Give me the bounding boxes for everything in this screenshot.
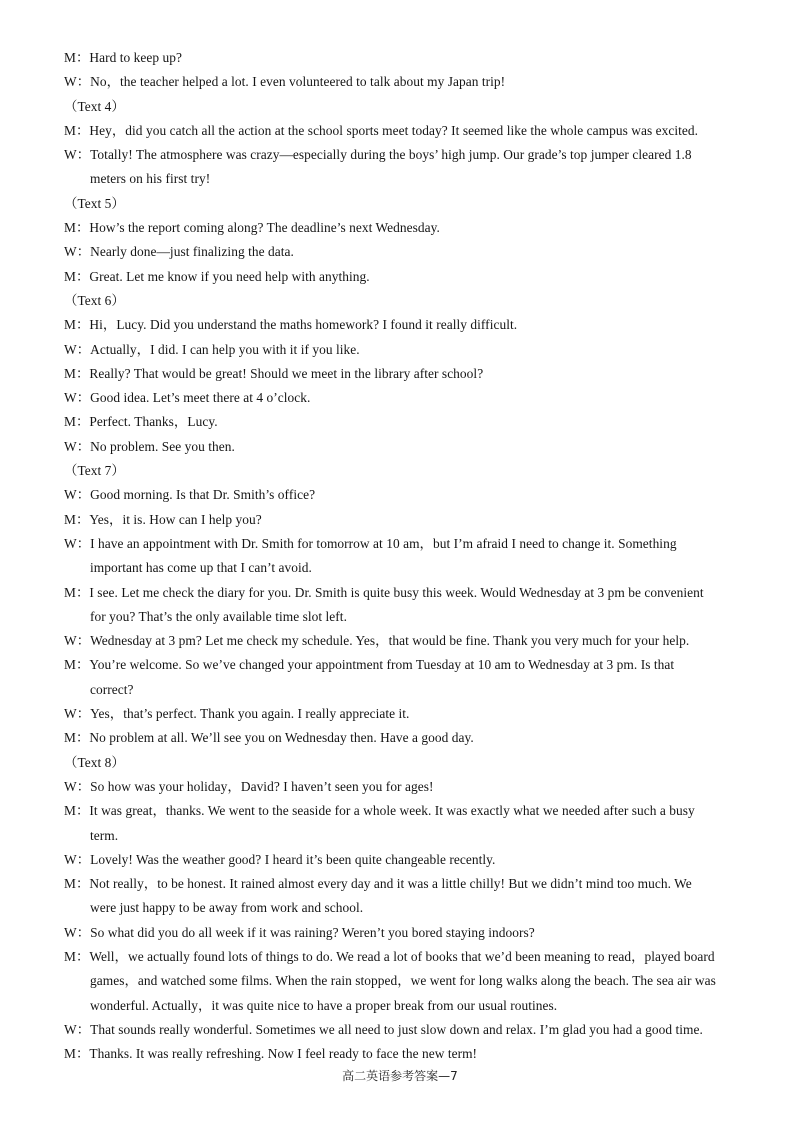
dialogue-line: M：Yes，it is. How can I help you? bbox=[64, 511, 262, 527]
dialogue-line: M：Hi，Lucy. Did you understand the maths homework? I found it really difficult. bbox=[64, 317, 518, 333]
dialogue-line: M：No problem at all. We’ll see you on Wednesday then. Have a good day. bbox=[64, 730, 474, 746]
dialogue-line: W：Totally! The atmosphere was crazy—especially during the boys’ high jump. Our grade’s top jumper cleared 1.8 bbox=[64, 147, 692, 163]
dialogue-line: W：So what did you do all week if it was raining? Weren’t you bored staying indoors? bbox=[64, 924, 535, 940]
dialogue-line: W：No problem. See you then. bbox=[64, 438, 235, 454]
dialogue-line-continuation: for you? That’s the only available time slot left. bbox=[90, 608, 347, 624]
dialogue-line: M：You’re welcome. So we’ve changed your appointment from Tuesday at 10 am to Wednesday at 3 pm. Is that bbox=[64, 657, 675, 673]
dialogue-line: M：Well，we actually found lots of things to do. We read a lot of books that we’d been meaning to read，played board bbox=[64, 948, 715, 964]
dialogue-line: W：Good idea. Let’s meet there at 4 o’clock. bbox=[64, 390, 311, 406]
dialogue-line: M：Thanks. It was really refreshing. Now I feel ready to face the new term! bbox=[64, 1046, 478, 1062]
section-heading: （Text 6） bbox=[64, 292, 125, 308]
dialogue-line-continuation: were just happy to be away from work and school. bbox=[90, 900, 364, 916]
section-heading: （Text 8） bbox=[64, 754, 125, 770]
dialogue-line: W：Wednesday at 3 pm? Let me check my schedule. Yes，that would be fine. Thank you very much for your help. bbox=[64, 633, 690, 649]
dialogue-line: M：It was great，thanks. We went to the seaside for a whole week. It was exactly what we needed after such a busy bbox=[64, 803, 695, 819]
dialogue-line: M：Great. Let me know if you need help with anything. bbox=[64, 268, 370, 284]
dialogue-line-continuation: term. bbox=[90, 827, 119, 843]
section-heading: （Text 4） bbox=[64, 98, 125, 114]
dialogue-line: W：Actually，I did. I can help you with it if you like. bbox=[64, 341, 360, 357]
dialogue-line: W：That sounds really wonderful. Sometimes we all need to just slow down and relax. I’m glad you had a good time. bbox=[64, 1021, 703, 1037]
dialogue-line: W：Nearly done—just finalizing the data. bbox=[64, 244, 294, 260]
dialogue-line: W：I have an appointment with Dr. Smith for tomorrow at 10 am，but I’m afraid I need to change it. Something bbox=[64, 535, 677, 551]
dialogue-line-continuation: important has come up that I can’t avoid. bbox=[90, 560, 312, 576]
dialogue-line: W：No，the teacher helped a lot. I even volunteered to talk about my Japan trip! bbox=[64, 74, 506, 90]
dialogue-line: W：So how was your holiday，David? I haven’t seen you for ages! bbox=[64, 778, 434, 794]
section-heading: （Text 7） bbox=[64, 463, 125, 479]
dialogue-line: M：How’s the report coming along? The deadline’s next Wednesday. bbox=[64, 220, 440, 236]
dialogue-line: M：Hey，did you catch all the action at the school sports meet today? It seemed like the whole campus was excited. bbox=[64, 122, 699, 138]
dialogue-line: M：Really? That would be great! Should we meet in the library after school? bbox=[64, 365, 484, 381]
transcript-body bbox=[64, 46, 744, 1066]
dialogue-line: W：Yes，that’s perfect. Thank you again. I really appreciate it. bbox=[64, 706, 410, 722]
dialogue-line: W：Good morning. Is that Dr. Smith’s office? bbox=[64, 487, 316, 503]
dialogue-line: M：Not really，to be honest. It rained almost every day and it was a little chilly! But we didn’t mind too much. We bbox=[64, 876, 692, 892]
dialogue-line: M：Hard to keep up? bbox=[64, 50, 183, 65]
dialogue-line-continuation: correct? bbox=[90, 681, 134, 697]
section-heading: （Text 5） bbox=[64, 195, 125, 211]
dialogue-line: M：I see. Let me check the diary for you. Dr. Smith is quite busy this week. Would Wednesday at 3 pm be convenient bbox=[64, 584, 704, 600]
dialogue-line: M：Perfect. Thanks，Lucy. bbox=[64, 414, 218, 430]
dialogue-line-continuation: games，and watched some films. When the rain stopped，we went for long walks along the beach. The sea air was bbox=[90, 973, 716, 989]
dialogue-line-continuation: meters on his first try! bbox=[90, 171, 211, 187]
dialogue-line: W：Lovely! Was the weather good? I heard it’s been quite changeable recently. bbox=[64, 851, 496, 867]
dialogue-line-continuation: wonderful. Actually，it was quite nice to have a proper break from our usual routines. bbox=[90, 997, 558, 1013]
page-footer: 高二英语参考答案—7 bbox=[342, 1069, 458, 1083]
